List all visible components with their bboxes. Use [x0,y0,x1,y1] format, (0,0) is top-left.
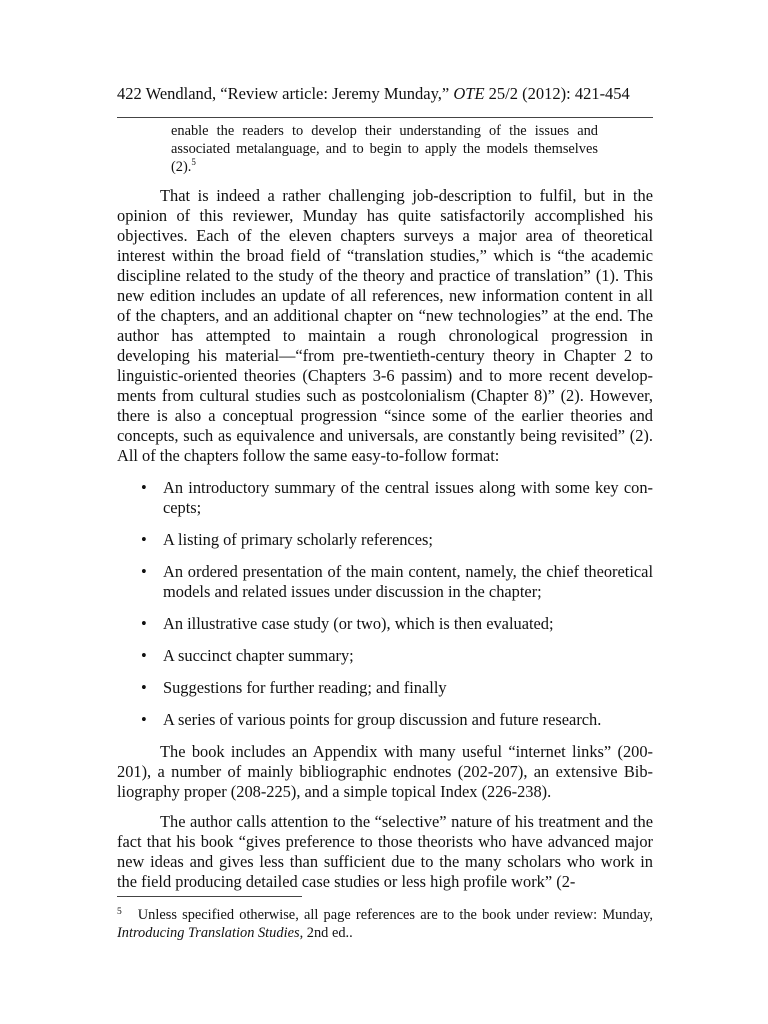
bullet-item [117,478,653,518]
footnote-book-title: Introducing Translation Studies [117,925,300,941]
footnote-text: Unless specified otherwise, all page references are to the book under review: Munday, [137,907,653,923]
footnote-reference: 5 [191,157,196,167]
bullet-item [117,710,653,730]
bullet-dot: • [141,530,147,549]
bullet-text: A listing of primary scholarly references; [163,530,433,549]
bullet-text: A series of various points for group discussion and future research. [163,710,602,729]
paragraph-2: The book includes an Appendix with many useful “internet links” (200-201), a number of mainly bibliographic endnotes (202-207), an extensive Bibliography proper (208-225), and a simple topical Index (226-238). [117,742,653,801]
header-citation: 422 Wendland, “Review article: Jeremy Munday,” [117,84,454,103]
bullet-item [117,678,653,698]
bullet-dot: • [141,646,147,665]
bullet-item [117,562,653,602]
paragraph-3: The author calls attention to the “selective” nature of his treatment and the fact that his book “gives preference to those theorists who have advanced major new ideas and gives less than sufficient due to the many scholars who work in the field producing detailed case studies or less high profile work” (2- [117,812,653,891]
footnote [117,903,653,942]
block-quote [171,122,598,176]
running-header [117,84,653,104]
header-volume-pages: 25/2 (2012): 421-454 [484,84,630,103]
header-journal: OTE [453,84,485,103]
footnote-edition: , 2nd ed.. [299,925,353,941]
bullet-dot: • [141,614,147,633]
bullet-dot: • [141,710,147,729]
bullet-text: An illustrative case study (or two), which is then evaluated; [163,614,554,633]
paragraph-1: That is indeed a rather challenging job-description to fulfil, but in the opinion of this reviewer, Munday has quite satisfactorily accomplished his objectives. Each of the eleven chapters surveys a major area of theoretical interest within the broad field of “translation studies,” which is “the academic discipline related to the study of the theory and practice of translation” (1). This new edition includes an update of all references, new information content in all of the chapters, and an additional chapter on “new technologies” at the end. The author has attempted to maintain a rough chronological progression in developing his material—“from pre-twentieth-century theory in Chapter 2 to linguistic-oriented theories (Chapters 3-6 passim) and to more recent developments from cultural studies such as postcolonialism (Chapter 8)” (2). However, there is also a conceptual progression “since some of the earlier theories and concepts, such as equivalence and universals, are constantly being revisited” (2). All of the chapters follow the same easy-to-follow format: [117,186,653,465]
bullet-item [117,530,653,550]
bullet-text: A succinct chapter summary; [163,646,354,665]
main-text [117,186,653,892]
bullet-text: An introductory summary of the central issues along with some key concepts; [163,478,653,517]
footnote-number: 5 [117,907,122,917]
bullet-item [117,646,653,666]
bullet-dot: • [141,678,147,697]
format-bullet-list [117,478,653,730]
footnote-rule [117,896,302,897]
bullet-item [117,614,653,634]
bullet-text: Suggestions for further reading; and finally [163,678,447,697]
bullet-dot: • [141,478,147,497]
header-rule [117,117,653,118]
bullet-dot: • [141,562,147,581]
bullet-text: An ordered presentation of the main content, namely, the chief theoretical models and related issues under discussion in the chapter; [163,562,653,601]
block-quote-text: enable the readers to develop their understanding of the issues and associated metalanguage, and to begin to apply the models themselves (2). [171,123,598,175]
